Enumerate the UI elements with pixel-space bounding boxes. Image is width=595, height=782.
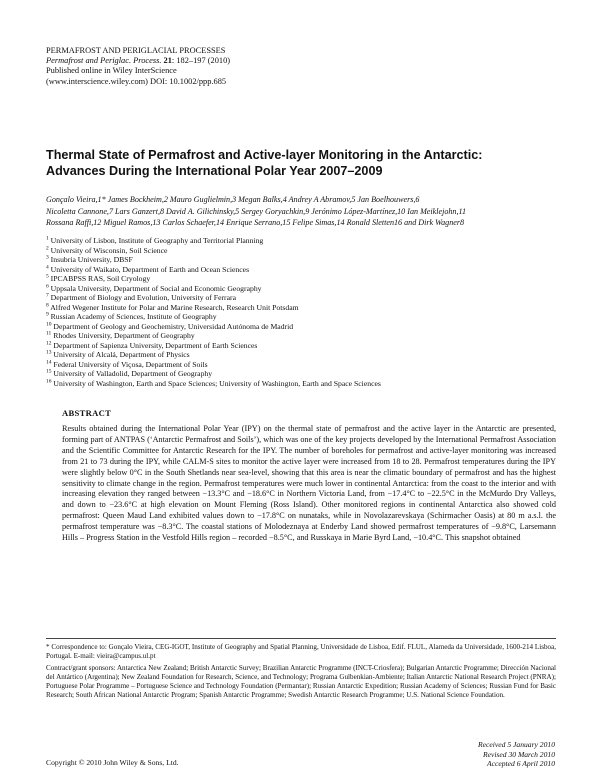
affiliation-list xyxy=(46,236,554,388)
footnotes xyxy=(46,643,556,702)
citation-volume: 21 xyxy=(163,56,172,66)
affiliation-item: $^5$ IPCABPSS RAS, Soil Cryology xyxy=(46,273,151,283)
affiliation-item: $^{10}$ Department of Geology and Geochemistry, Universidad Autónoma de Madrid xyxy=(46,320,294,331)
article-dates xyxy=(478,740,555,769)
journal-header xyxy=(46,46,230,87)
title-line-1: Thermal State of Permafrost and Active-layer Monitoring in the Antarctic: xyxy=(46,148,483,162)
affiliation-item: $^3$ Insubria University, DBSF xyxy=(46,254,133,264)
journal-name: PERMAFROST AND PERIGLACIAL PROCESSES xyxy=(46,46,226,55)
correspondence-note: * Correspondence to: Gonçalo Vieira, CEG-IGOT, Institute of Geography and Spatial Planning, Universidade de Lisboa, Edif. FLUL, Alameda da Universidade, 1600-214 Lisboa, Portugal. E-mail: vieira@campus.ul.pt xyxy=(46,643,556,660)
affiliation-item: $^4$ University of Waikato, Department of Earth and Ocean Sciences xyxy=(46,263,250,274)
title-line-2: Advances During the International Polar Year 2007–2009 xyxy=(46,163,383,178)
copyright-notice: Copyright © 2010 John Wiley & Sons, Ltd. xyxy=(46,758,179,767)
abstract-heading: ABSTRACT xyxy=(62,408,112,418)
author-list xyxy=(46,194,554,229)
abstract-text: Results obtained during the International Polar Year (IPY) on the thermal state of permafrost and the active layer in the Antarctic are presented, forming part of ANTPAS (‘Antarctic Permafrost and Soils’), which was one of the key projects developed by the International Permafrost Association and the Scientific Committee for Antarctic Research for the IPY. The number of boreholes for permafrost and active-layer monitoring was increased from 21 to 73 during the IPY, while CALM-S sites to monitor the active layer were increased from 18 to 28. Permafrost temperatures during the IPY were slightly below 0°C in the South Shetlands near sea-level, showing that this area is near the climatic boundary of permafrost and has the highest sensitivity to climate change in the region. Permafrost temperatures were much lower in continental Antarctica: from the coast to the interior and with increasing elevation they ranged between −13.3°C and −18.6°C in Northern Victoria Land, from −17.4°C to −22.5°C in the McMurdo Dry Valleys, and down to −23.6°C at high elevation on Mount Fleming (Ross Island). Other monitored regions in continental Antarctica also showed cold permafrost: Queen Maud Land exhibited values down to −17.8°C on nunataks, while in Novolazarevskaya (Schirmacher Oasis) at 80 m a.s.l. the permafrost temperature was −8.3°C. The coastal stations of Molodeznaya at Enderby Land showed permafrost temperatures of −9.8°C, Larsemann Hills – Progress Station in the Vestfold Hills region – recorded −8.5°C, and Russkaya in Marie Byrd Land, −10.4°C. This snapshot obtained xyxy=(62,424,556,543)
doi: (www.interscience.wiley.com) DOI: 10.1002/ppp.685 xyxy=(46,76,227,86)
date-accepted: Accepted 6 April 2010 xyxy=(487,759,555,769)
affiliation-item: $^{13}$ University of Alcalá, Department of Physics xyxy=(46,349,190,359)
affiliation-item: $^8$ Alfred Wegener Institute for Polar and Marine Research, Research Unit Potsdam xyxy=(46,301,299,312)
citation-pages: : 182–197 (2010) xyxy=(171,56,231,66)
date-received: Received 5 January 2010 xyxy=(478,740,555,749)
affiliation-item: $^{16}$ University of Washington, Earth and Space Sciences; University of Washington, Earth and Space Sciences xyxy=(46,377,381,388)
authors-line-2: Nicoletta Cannone,7 Lars Ganzert,8 David A. Gilichinsky,5 Sergey Goryachkin,9 Jerónimo López-Martínez,10 Ian Meiklejohn,11 xyxy=(46,206,466,216)
affiliation-item: $^7$ Department of Biology and Evolution, University of Ferrara xyxy=(46,292,236,302)
authors-line-1: Gonçalo Vieira,1* James Bockheim,2 Mauro Guglielmin,3 Megan Balks,4 Andrey A Abramov,5 Jan Boelhouwers,6 xyxy=(46,195,420,204)
published-online: Published online in Wiley InterScience xyxy=(46,66,177,76)
affiliation-item: $^{11}$ Rhodes University, Department of Geography xyxy=(46,330,195,340)
affiliation-item: $^{15}$ University of Valladolid, Department of Geography xyxy=(46,368,213,378)
affiliation-item: $^2$ University of Wisconsin, Soil Science xyxy=(46,244,168,255)
article-title xyxy=(46,148,556,179)
citation-journal: Permafrost and Periglac. Process. xyxy=(46,56,162,66)
affiliation-item: $^{12}$ Department of Sapienza University, Department of Earth Sciences xyxy=(46,339,258,350)
affiliation-item: $^{14}$ Federal University of Viçosa, Department of Soils xyxy=(46,358,208,369)
affiliation-item: $^1$ University of Lisbon, Institute of Geography and Territorial Planning xyxy=(46,235,264,245)
date-revised: Revised 30 March 2010 xyxy=(482,749,555,759)
journal-citation xyxy=(46,56,230,66)
authors-line-3: Rossana Raffi,12 Miguel Ramos,13 Carlos Schaefer,14 Enrique Serrano,15 Felipe Simas,14 Ronald Sletten16 and Dirk Wagner8 xyxy=(46,218,465,227)
footnote-divider xyxy=(46,638,556,639)
affiliation-item: $^9$ Russian Academy of Sciences, Institute of Geography xyxy=(46,311,217,321)
grant-sponsors-note: Contract/grant sponsors: Antarctica New Zealand; British Antarctic Survey; Brazilian Antarctic Programme (INCT-Criosfera); Bulgarian Antarctic Programme; Dirección Nacional del Antártico (Argentina); New Zealand Foundation for Research, Science, and Technology; Programa Gulbenkian-Ambiente; Italian Antarctic National Research Project (PNRA); Portuguese Polar Programme – Portuguese Science and Technology Foundation (Permantar); Russian Antarctic Expedition; Russian Academy of Sciences; Russian Fund for Basic Research; South African National Antarctic Program; Spanish Antarctic Programme; Swedish Antarctic Research Programme; U.S. National Science Foundation. xyxy=(46,663,556,699)
affiliation-item: $^6$ Uppsala University, Department of Social and Economic Geography xyxy=(46,282,262,293)
